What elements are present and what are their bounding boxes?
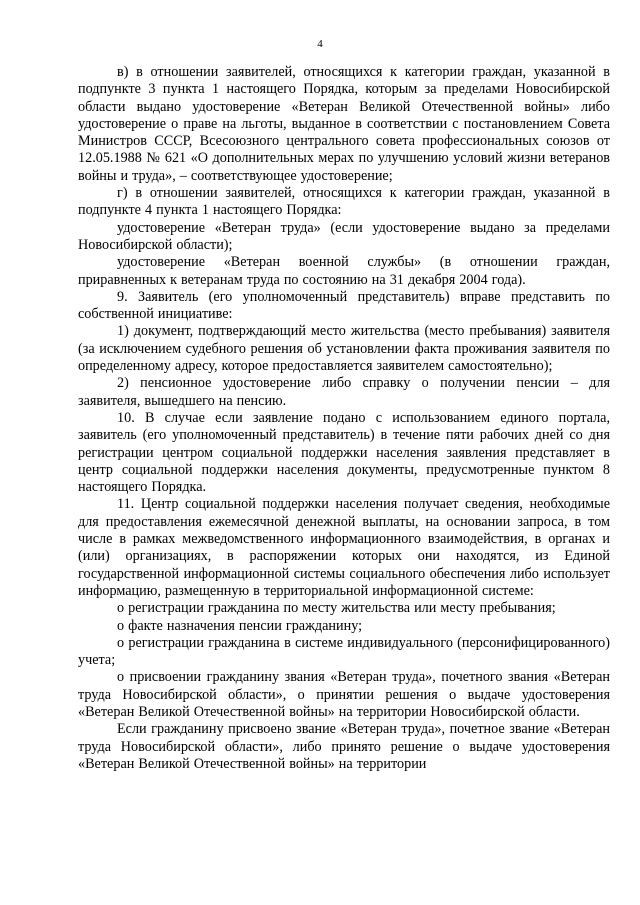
paragraph-10: 10. В случае если заявление подано с использованием единого портала, заявитель (его уполномоченный представитель) в течение пяти рабочих дней со дня регистрации центром социальной поддержки населения заявления представляет в центр социальной поддержки населения документы, предусмотренные пунктом 8 настоящего Порядка.	[78, 409, 610, 496]
page-number: 4	[317, 38, 323, 50]
paragraph-v: в) в отношении заявителей, относящихся к категории граждан, указанной в подпункте 3 пункта 1 настоящего Порядка, которым за пределами Новосибирской области выдано удостоверение «Ветеран Великой Отечественной войны» либо удостоверение о праве на льготы, выданное в соответствии с постановлением Совета Министров СССР, Всесоюзного центрального совета профессиональных союзов от 12.05.1988 № 621 «О дополнительных мерах по улучшению условий жизни ветеранов войны и труда», – соответствующее удостоверение;	[78, 64, 610, 184]
paragraph-g: г) в отношении заявителей, относящихся к категории граждан, указанной в подпункте 4 пункта 1 настоящего Порядка:	[78, 185, 610, 219]
paragraph-military-service-cert: удостоверение «Ветеран военной службы» (в отношении граждан, приравненных к ветеранам труда по состоянию на 31 декабря 2004 года).	[78, 254, 610, 288]
paragraph-9-item-2: 2) пенсионное удостоверение либо справку о получении пенсии – для заявителя, вышедшего на пенсию.	[78, 375, 610, 409]
paragraph-veteran-labor-cert: удостоверение «Ветеран труда» (если удостоверение выдано за пределами Новосибирской области);	[78, 219, 610, 253]
paragraph-11-personal-account: о регистрации гражданина в системе индивидуального (персонифицированного) учета;	[78, 634, 610, 669]
document-body	[78, 64, 610, 773]
paragraph-11-titles: о присвоении гражданину звания «Ветеран труда», почетного звания «Ветеран труда Новосибирской области», о принятии решения о выдаче удостоверения «Ветеран Великой Отечественной войны» на территории Новосибирской области.	[78, 669, 610, 720]
paragraph-9-item-1: 1) документ, подтверждающий место жительства (место пребывания) заявителя (за исключением судебного решения об установлении факта проживания заявителя по определенному адресу, которое предоставляется заявителем самостоятельно);	[78, 323, 610, 375]
paragraph-11-registration: о регистрации гражданина по месту жительства или месту пребывания;	[117, 600, 556, 617]
paragraph-if-title-assigned: Если гражданину присвоено звание «Ветеран труда», почетное звание «Ветеран труда Новосибирской области», либо принято решение о выдаче удостоверения «Ветеран Великой Отечественной войны» на территории	[78, 721, 610, 772]
paragraph-11-pension: о факте назначения пенсии гражданину;	[117, 617, 363, 634]
paragraph-9: 9. Заявитель (его уполномоченный представитель) вправе представить по собственной инициативе:	[78, 288, 610, 323]
paragraph-11: 11. Центр социальной поддержки населения получает сведения, необходимые для предоставления ежемесячной денежной выплаты, на основании запроса, в том числе в рамках межведомственного информационного взаимодействия, в органах и (или) организациях, в распоряжении которых они находятся, из Единой государственной информационной системы социального обеспечения либо использует информацию, размещенную в территориальной информационной системе:	[78, 496, 610, 599]
